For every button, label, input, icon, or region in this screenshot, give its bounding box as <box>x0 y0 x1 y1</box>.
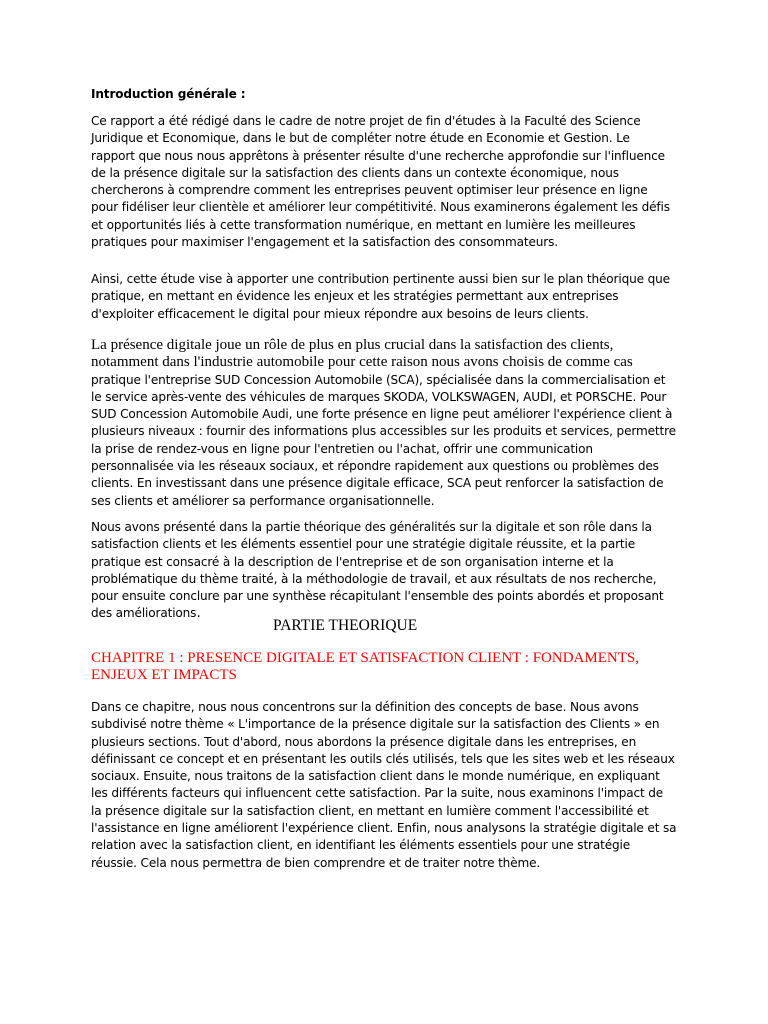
paragraph-case-study-body: pratique l'entreprise SUD Concession Automobile (SCA), spécialisée dans la commercialisation et le service après-vente des véhicules de marques SKODA, VOLKSWAGEN, AUDI, et PORSCHE. Pour SUD Concession Automobile Audi, une forte présence en ligne peut améliorer l'expérience client à plusieurs niveaux : fournir des informations plus accessibles sur les produits et services, permettre la prise de rendez-vous en ligne pour l'entretien ou l'achat, offrir une communication personnalisée via les réseaux sociaux, et répondre rapidement aux questions ou problèmes des clients. En investissant dans une présence digitale efficace, SCA peut renforcer la satisfaction de ses clients et améliorer sa performance organisationnelle. <box>91 372 676 508</box>
paragraph-structure-end: . <box>196 605 201 622</box>
paragraph-objective: Ainsi, cette étude vise à apporter une contribution pertinente aussi bien sur le plan théorique que pratique, en mettant en évidence les enjeux et les stratégies permettant aux entreprises d'exploiter efficacement le digital pour mieux répondre aux besoins de leurs clients. <box>91 272 670 321</box>
partie-heading: PARTIE THEORIQUE <box>273 617 418 634</box>
paragraph-structure-body: Nous avons présenté dans la partie théorique des généralités sur la digitale et son rôle dans la satisfaction clients et les éléments essentiel pour une stratégie digitale réussite, et la partie pratique est consacré à la description de l'entreprise et de son organisation interne et la problématique du thème traité, à la méthodologie de travail, et aux résultats de nos recherche, pour ensuite conclure par une synthèse récapitulant l'ensemble des points abordés et proposant des améliorations <box>91 520 664 621</box>
paragraph-case-study-lead: La présence digitale joue un rôle de plus en plus crucial dans la satisfaction des clients, notamment dans l'industrie automobile pour cette raison nous avons choisis de comme cas <box>91 337 633 371</box>
chapter-heading: CHAPITRE 1 : PRESENCE DIGITALE ET SATISFACTION CLIENT : FONDAMENTS, ENJEUX ET IMPACTS <box>91 650 639 683</box>
paragraph-case-study <box>91 337 677 510</box>
paragraph-intro: Ce rapport a été rédigé dans le cadre de notre projet de fin d'études à la Faculté des Science Juridique et Economique, dans le but de compléter notre étude en Economie et Gestion. Le rapport que nous nous apprêtons à présenter résulte d'une recherche approfondie sur l'influence de la présence digitale sur la satisfaction des clients dans un contexte économique, nous chercherons à comprendre comment les entreprises peuvent optimiser leur présence en ligne pour fidéliser leur clientèle et améliorer leur compétitivité. Nous examinerons également les défis et opportunités liés à cette transformation numérique, en mettant en lumière les meilleures pratiques pour maximiser l'engagement et la satisfaction des consommateurs. <box>91 114 670 250</box>
paragraph-chapter-intro: Dans ce chapitre, nous nous concentrons sur la définition des concepts de base. Nous avons subdivisé notre thème « L'importance de la présence digitale sur la satisfaction des Clients » en plusieurs sections. Tout d'abord, nous abordons la présence digitale dans les entreprises, en définissant ce concept et en présentant les outils clés utilisés, tels que les sites web et les réseaux sociaux. Ensuite, nous traitons de la satisfaction client dans le monde numérique, en expliquant les différents facteurs qui influencent cette satisfaction. Par la suite, nous examinons l'impact de la présence digitale sur la satisfaction client, en mettant en lumière comment l'accessibilité et l'assistance en ligne améliorent l'expérience client. Enfin, nous analysons la stratégie digitale et sa relation avec la satisfaction client, en identifiant les éléments essentiels pour une stratégie réussie. Cela nous permettra de bien comprendre et de traiter notre thème. <box>91 700 677 870</box>
paragraph-structure <box>91 519 677 623</box>
intro-title: Introduction générale : <box>91 87 246 101</box>
